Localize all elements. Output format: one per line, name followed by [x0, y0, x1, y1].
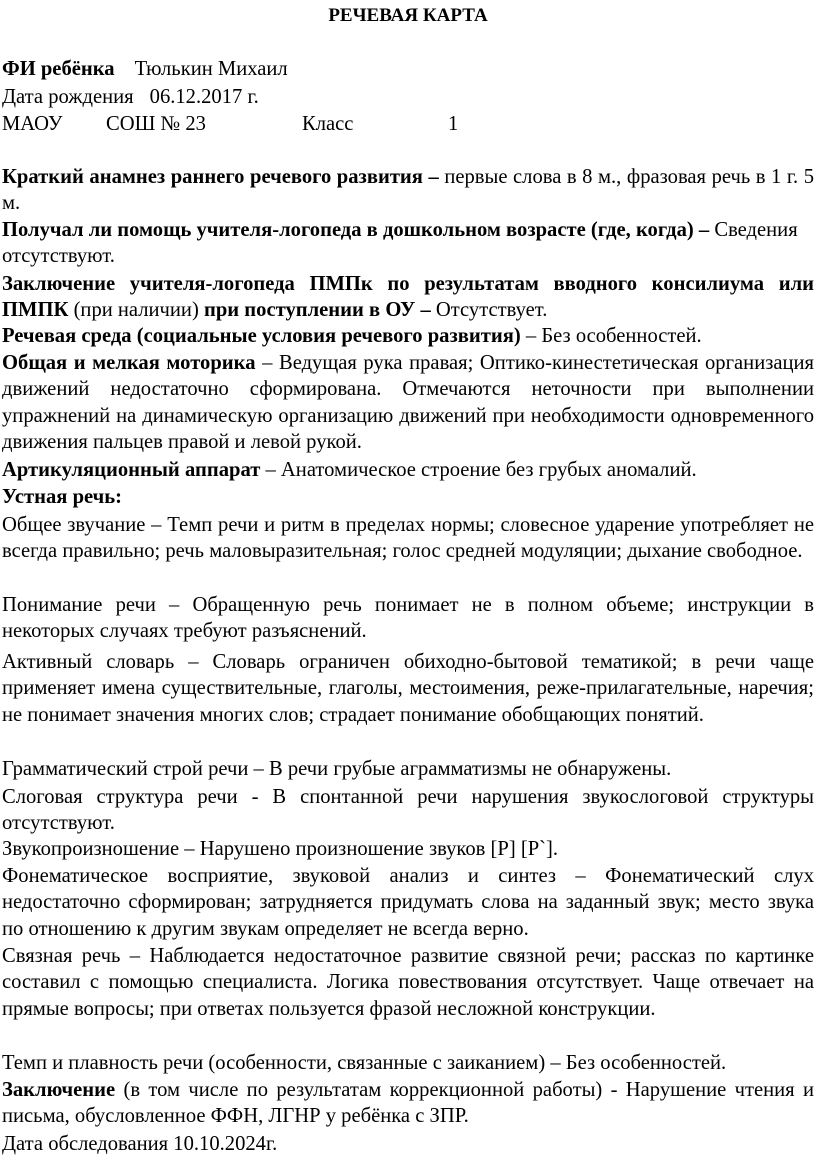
general-sound-paragraph: Общее звучание – Темп речи и ритм в пределах нормы; словесное ударение употребляет не всегда правильно; речь маловыразительная; голос средней модуляции; дыхание свободное.	[2, 514, 814, 563]
class-label: Класс	[302, 113, 354, 135]
class-value: 1	[448, 113, 459, 135]
anamnesis-paragraph	[2, 164, 814, 217]
anamnesis-text: первые слова в 8 м., фразовая речь в 1 г. 5 м.	[2, 166, 815, 215]
articulation-text: – Анатомическое строение без грубых аномалий.	[260, 459, 697, 481]
pmpk-label: Заключение учителя-логопеда ПМПк по результатам вводного консилиума или ПМПК	[2, 273, 814, 322]
pmpk-paragraph	[2, 271, 814, 324]
birth-date-label: Дата рождения	[2, 86, 134, 108]
tempo-paragraph: Темп и плавность речи (особенности, связанные с заиканием) – Без особенностей.	[2, 1052, 727, 1074]
pmpk-note: (при наличии)	[68, 299, 204, 322]
speech-environment-label: Речевая среда (социальные условия речевого развития)	[2, 325, 521, 347]
page-title: РЕЧЕВАЯ КАРТА	[328, 5, 488, 26]
speech-environment-text: – Без особенностей.	[520, 325, 702, 347]
conclusion-paragraph	[2, 1077, 814, 1130]
child-name-value: Тюлькин Михаил	[134, 58, 288, 80]
birth-date-row	[2, 84, 259, 110]
anamnesis-label: Краткий анамнез раннего речевого развития –	[2, 166, 439, 188]
child-name-row	[2, 56, 288, 82]
pronunciation-paragraph: Звукопроизношение – Нарушено произношение звуков [Р] [Р`].	[2, 838, 559, 860]
oral-speech-label: Устная речь:	[2, 486, 123, 508]
preschool-help-paragraph	[2, 217, 814, 270]
phonemic-paragraph: Фонематическое восприятие, звуковой анализ и синтез – Фонематический слух недостаточно сформирован; затрудняется придумать слова на заданный звук; место звука по отношению к другим звукам определяет не всегда верно.	[2, 865, 814, 940]
pmpk-label-2: при поступлении в ОУ –	[203, 299, 431, 322]
conclusion-label: Заключение	[2, 1079, 116, 1101]
speech-environment-paragraph	[2, 323, 814, 349]
conclusion-text: (в том числе по результатам коррекционной работы) - Нарушение чтения и письма, обусловленное ФФН, ЛГНР у ребёнка с ЗПР.	[2, 1079, 814, 1128]
pmpk-text: Отсутствует.	[430, 299, 548, 322]
syllable-structure-paragraph: Слоговая структура речи - В спонтанной речи нарушения звукослоговой структуры отсутствуют.	[2, 786, 814, 835]
articulation-paragraph	[2, 457, 814, 483]
child-name-label: ФИ ребёнка	[2, 58, 115, 80]
school-number: СОШ № 23	[106, 113, 206, 135]
birth-date-value: 06.12.2017 г.	[149, 86, 259, 108]
preschool-help-label: Получал ли помощь учителя-логопеда в дошкольном возрасте (где, когда) –	[2, 219, 710, 241]
motor-skills-paragraph	[2, 350, 814, 456]
grammar-paragraph: Грамматический строй речи – В речи грубые аграмматизмы не обнаружены.	[2, 758, 672, 780]
preschool-help-text: Сведения отсутствуют.	[2, 219, 798, 268]
understanding-paragraph: Понимание речи – Обращенную речь понимает не в полном объеме; инструкции в некоторых случаях требуют разъяснений.	[2, 594, 814, 643]
motor-skills-text: – Ведущая рука правая; Оптико-кинестетическая организация движений недостаточно сформирована. Отмечаются неточности при выполнении упражнений на динамическую организацию движений при необходимости одновременного движения пальцев правой и левой рукой.	[2, 352, 814, 454]
exam-date: Дата обследования 10.10.2024г.	[2, 1133, 278, 1155]
motor-skills-label: Общая и мелкая моторика	[2, 352, 256, 374]
oral-speech-heading	[2, 484, 814, 510]
school-type: МАОУ	[2, 113, 63, 135]
coherent-speech-paragraph: Связная речь – Наблюдается недостаточное развитие связной речи; рассказ по картинке составил с помощью специалиста. Логика повествования отсутствует. Чаще отвечает на прямые вопросы; при ответах пользуется фразой несложной конструкции.	[2, 945, 814, 1020]
articulation-label: Артикуляционный аппарат	[2, 459, 261, 481]
vocabulary-paragraph: Активный словарь – Словарь ограничен обиходно-бытовой тематикой; в речи чаще применяет имена существительные, глаголы, местоимения, реже-прилагательные, наречия; не понимает значения многих слов; страдает понимание обобщающих понятий.	[2, 651, 814, 726]
